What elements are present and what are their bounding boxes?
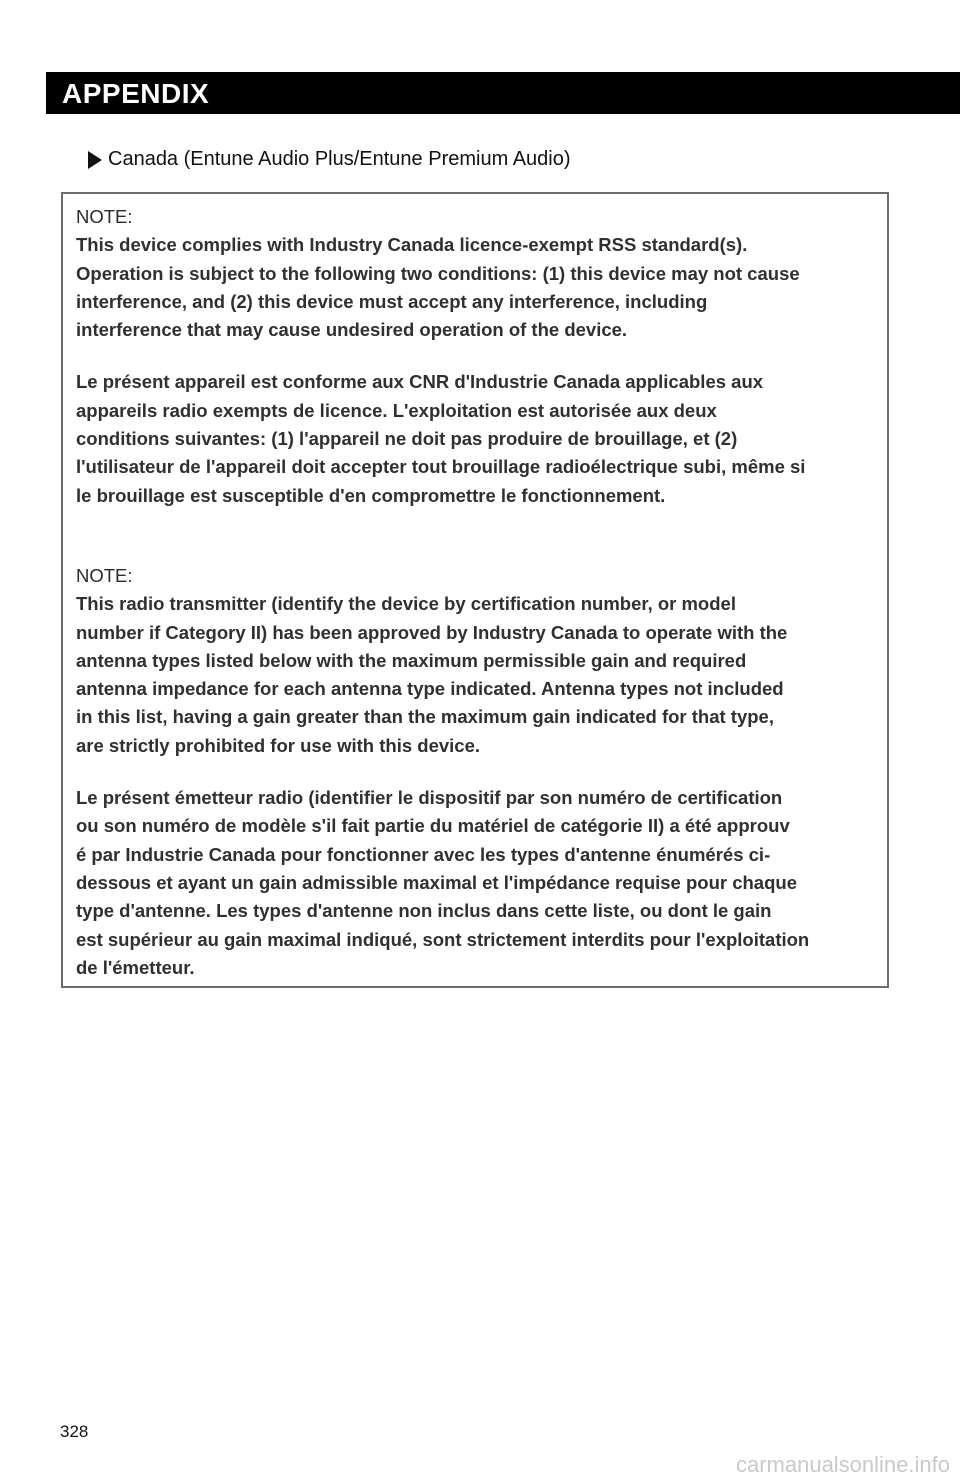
appendix-header-bar	[46, 72, 960, 114]
text-line: ou son numéro de modèle s'il fait partie du matériel de catégorie II) a été approuv	[76, 815, 790, 837]
watermark: carmanualsonline.info	[735, 1452, 950, 1477]
english-notice-1	[76, 231, 884, 344]
note-label-2: NOTE:	[76, 564, 133, 586]
text-line: interference, and (2) this device must accept any interference, including	[76, 290, 708, 312]
text-line: interference that may cause undesired operation of the device.	[76, 319, 628, 341]
text-line: antenna types listed below with the maximum permissible gain and required	[76, 649, 747, 671]
note-label-1: NOTE:	[76, 206, 133, 227]
text-line: This device complies with Industry Canada licence-exempt RSS standard(s).	[76, 234, 748, 256]
french-notice-1	[76, 368, 884, 509]
text-line: le brouillage est susceptible d'en compromettre le fonctionnement.	[76, 484, 666, 506]
text-line: conditions suivantes: (1) l'appareil ne doit pas produire de brouillage, et (2)	[76, 428, 738, 450]
text-line: are strictly prohibited for use with this device.	[76, 734, 481, 756]
section-heading	[88, 148, 571, 171]
page-title: APPENDIX	[62, 78, 210, 109]
text-line: appareils radio exempts de licence. L'exploitation est autorisée aux deux	[76, 399, 717, 421]
text-line: de l'émetteur.	[76, 956, 195, 978]
regulatory-notice-box	[61, 192, 889, 988]
text-line: é par Industrie Canada pour fonctionner avec les types d'antenne énumérés ci-	[76, 843, 771, 865]
text-line: antenna impedance for each antenna type indicated. Antenna types not included	[76, 678, 784, 700]
text-line: This radio transmitter (identify the device by certification number, or model	[76, 593, 736, 615]
text-line: type d'antenne. Les types d'antenne non inclus dans cette liste, ou dont le gain	[76, 900, 772, 922]
notice-content	[76, 203, 884, 982]
triangle-right-icon	[88, 151, 102, 169]
text-line: number if Category II) has been approved by Industry Canada to operate with the	[76, 621, 788, 643]
text-line: Le présent émetteur radio (identifier le dispositif par son numéro de certification	[76, 787, 783, 809]
text-line: dessous et ayant un gain admissible maximal et l'impédance requise pour chaque	[76, 871, 797, 893]
text-line: l'utilisateur de l'appareil doit accepter tout brouillage radioélectrique subi, même si	[76, 456, 806, 478]
english-notice-2	[76, 590, 884, 760]
french-notice-2	[76, 784, 884, 982]
page-number: 328	[60, 1422, 89, 1441]
text-line: Le présent appareil est conforme aux CNR d'Industrie Canada applicables aux	[76, 371, 764, 393]
text-line: in this list, having a gain greater than the maximum gain indicated for that type,	[76, 706, 774, 728]
text-line: Operation is subject to the following two conditions: (1) this device may not cause	[76, 262, 800, 284]
section-heading-text: Canada (Entune Audio Plus/Entune Premium Audio)	[108, 148, 571, 170]
text-line: est supérieur au gain maximal indiqué, sont strictement interdits pour l'exploitation	[76, 928, 810, 950]
